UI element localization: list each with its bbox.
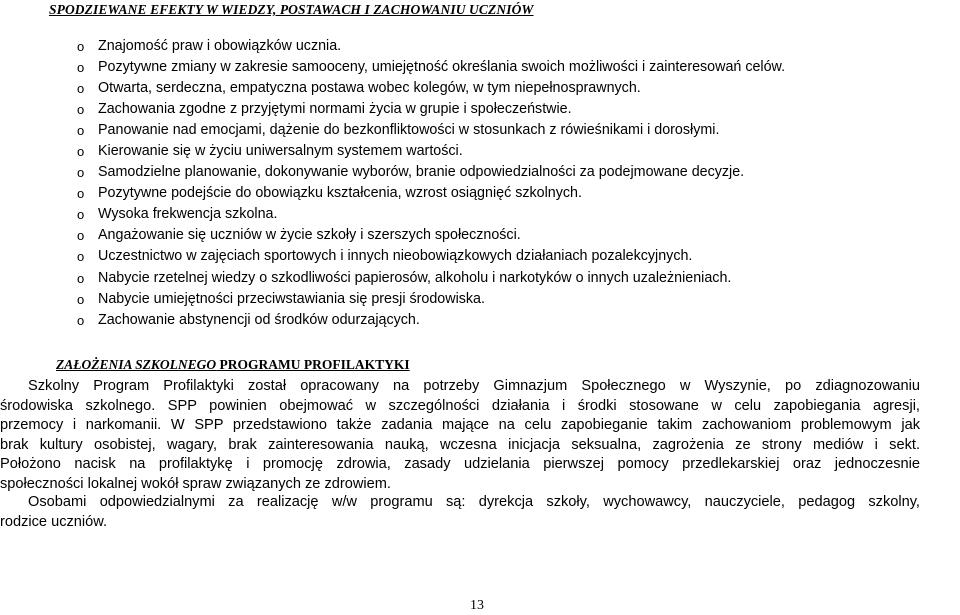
list-item-text: Wysoka frekwencja szkolna. [98, 206, 278, 223]
list-item [77, 36, 957, 57]
list-item-text: Pozytywne podejście do obowiązku kształcenia, wzrost osiągnięć szkolnych. [98, 185, 582, 202]
paragraph-line: rodzice uczniów. [0, 513, 108, 530]
paragraph-line: przemocy i narkomanii. W SPP przedstawiono także zadania mające na celu zapobieganie takim zachowaniom problemowym jak [0, 417, 920, 433]
page-number: 13 [470, 598, 484, 613]
heading-rest-part: PROGRAMU PROFILAKTYKI [216, 357, 410, 372]
list-item [77, 141, 957, 162]
paragraph-line: środowiska szkolnego. SPP powinien obejmować w szczególności działania i środki stosowane w celu zapobiegania agresji, [0, 397, 920, 414]
bullet-marker-icon: o [77, 270, 85, 286]
list-item-text: Zachowania zgodne z przyjętymi normami życia w grupie i społeczeństwie. [98, 101, 572, 118]
list-item [77, 289, 957, 310]
bullet-marker-icon: o [77, 228, 85, 244]
paragraph-responsible-persons [0, 493, 920, 532]
bullet-marker-icon: o [77, 207, 85, 223]
bullet-marker-icon: o [77, 102, 85, 118]
list-item-text: Otwarta, serdeczna, empatyczna postawa wobec kolegów, w tym niepełnosprawnych. [98, 80, 641, 97]
paragraph-line: Szkolny Program Profilaktyki został opracowany na potrzeby Gimnazjum Społecznego w Wyszynie, po zdiagnozowaniu [28, 378, 920, 394]
list-item-text: Znajomość praw i obowiązków ucznia. [98, 38, 342, 54]
list-item [77, 183, 957, 204]
bullet-marker-icon: o [77, 249, 85, 265]
bullet-marker-icon: o [77, 291, 85, 307]
paragraph-line: Osobami odpowiedzialnymi za realizację w/w programu są: dyrekcja szkoły, wychowawcy, nauczyciele, pedagog szkolny, [28, 494, 920, 510]
list-item-text: Pozytywne zmiany w zakresie samooceny, umiejętność określania swoich możliwości i zainteresowań celów. [98, 59, 786, 76]
bullet-marker-icon: o [77, 39, 85, 54]
section-heading-expected-effects: SPODZIEWANE EFEKTY W WIEDZY, POSTAWACH I ZACHOWANIU UCZNIÓW [49, 2, 534, 17]
list-item-text: Panowanie nad emocjami, dążenie do bezkonfliktowości w stosunkach z rówieśnikami i dorosłymi. [98, 122, 720, 139]
list-item [77, 225, 957, 246]
bullet-marker-icon: o [77, 81, 85, 97]
list-item [77, 120, 957, 141]
bullet-marker-icon: o [77, 123, 85, 139]
list-item-text: Angażowanie się uczniów w życie szkoły i szerszych społeczności. [98, 227, 521, 244]
bullet-marker-icon: o [77, 60, 85, 76]
paragraph-program-description [0, 377, 920, 494]
list-item-text: Nabycie rzetelnej wiedzy o szkodliwości papierosów, alkoholu i narkotyków o innych uzależnieniach. [98, 269, 732, 286]
list-item [77, 78, 957, 99]
bullet-marker-icon: o [77, 165, 85, 181]
list-item [77, 57, 957, 78]
list-item-text: Nabycie umiejętności przeciwstawiania się presji środowiska. [98, 290, 485, 307]
list-item [77, 162, 957, 183]
list-item-text: Uczestnictwo w zajęciach sportowych i innych nieobowiązkowych działaniach pozalekcyjnych. [98, 248, 693, 265]
list-item-text: Samodzielne planowanie, dokonywanie wyborów, branie odpowiedzialności za podejmowane decyzje. [98, 164, 745, 181]
bullet-marker-icon: o [77, 312, 85, 328]
bullet-marker-icon: o [77, 186, 85, 202]
list-item [77, 310, 957, 331]
list-item [77, 204, 957, 225]
list-item-text: Zachowanie abstynencji od środków odurzających. [98, 311, 420, 328]
list-item [77, 246, 957, 267]
paragraph-line: społeczności lokalnej wokół spraw związanych ze zdrowiem. [0, 475, 391, 492]
bullet-marker-icon: o [77, 144, 85, 160]
list-item [77, 268, 957, 289]
list-item-text: Kierowanie się w życiu uniwersalnym systemem wartości. [98, 143, 463, 160]
paragraph-line: brak kultury osobistej, wagary, brak zainteresowania nauką, wczesna inicjacja seksualna, zagrożenia ze strony mediów i sekt. [0, 436, 920, 453]
list-item [77, 99, 957, 120]
heading-italic-part: ZAŁOŻENIA SZKOLNEGO [56, 357, 217, 372]
expected-effects-list [77, 36, 957, 331]
paragraph-line: Położono nacisk na profilaktykę i promocję zdrowia, zasady udzielania pierwszej pomocy przedlekarskiej oraz jednoczesnie [0, 456, 920, 472]
section-heading-program-assumptions [56, 357, 410, 373]
